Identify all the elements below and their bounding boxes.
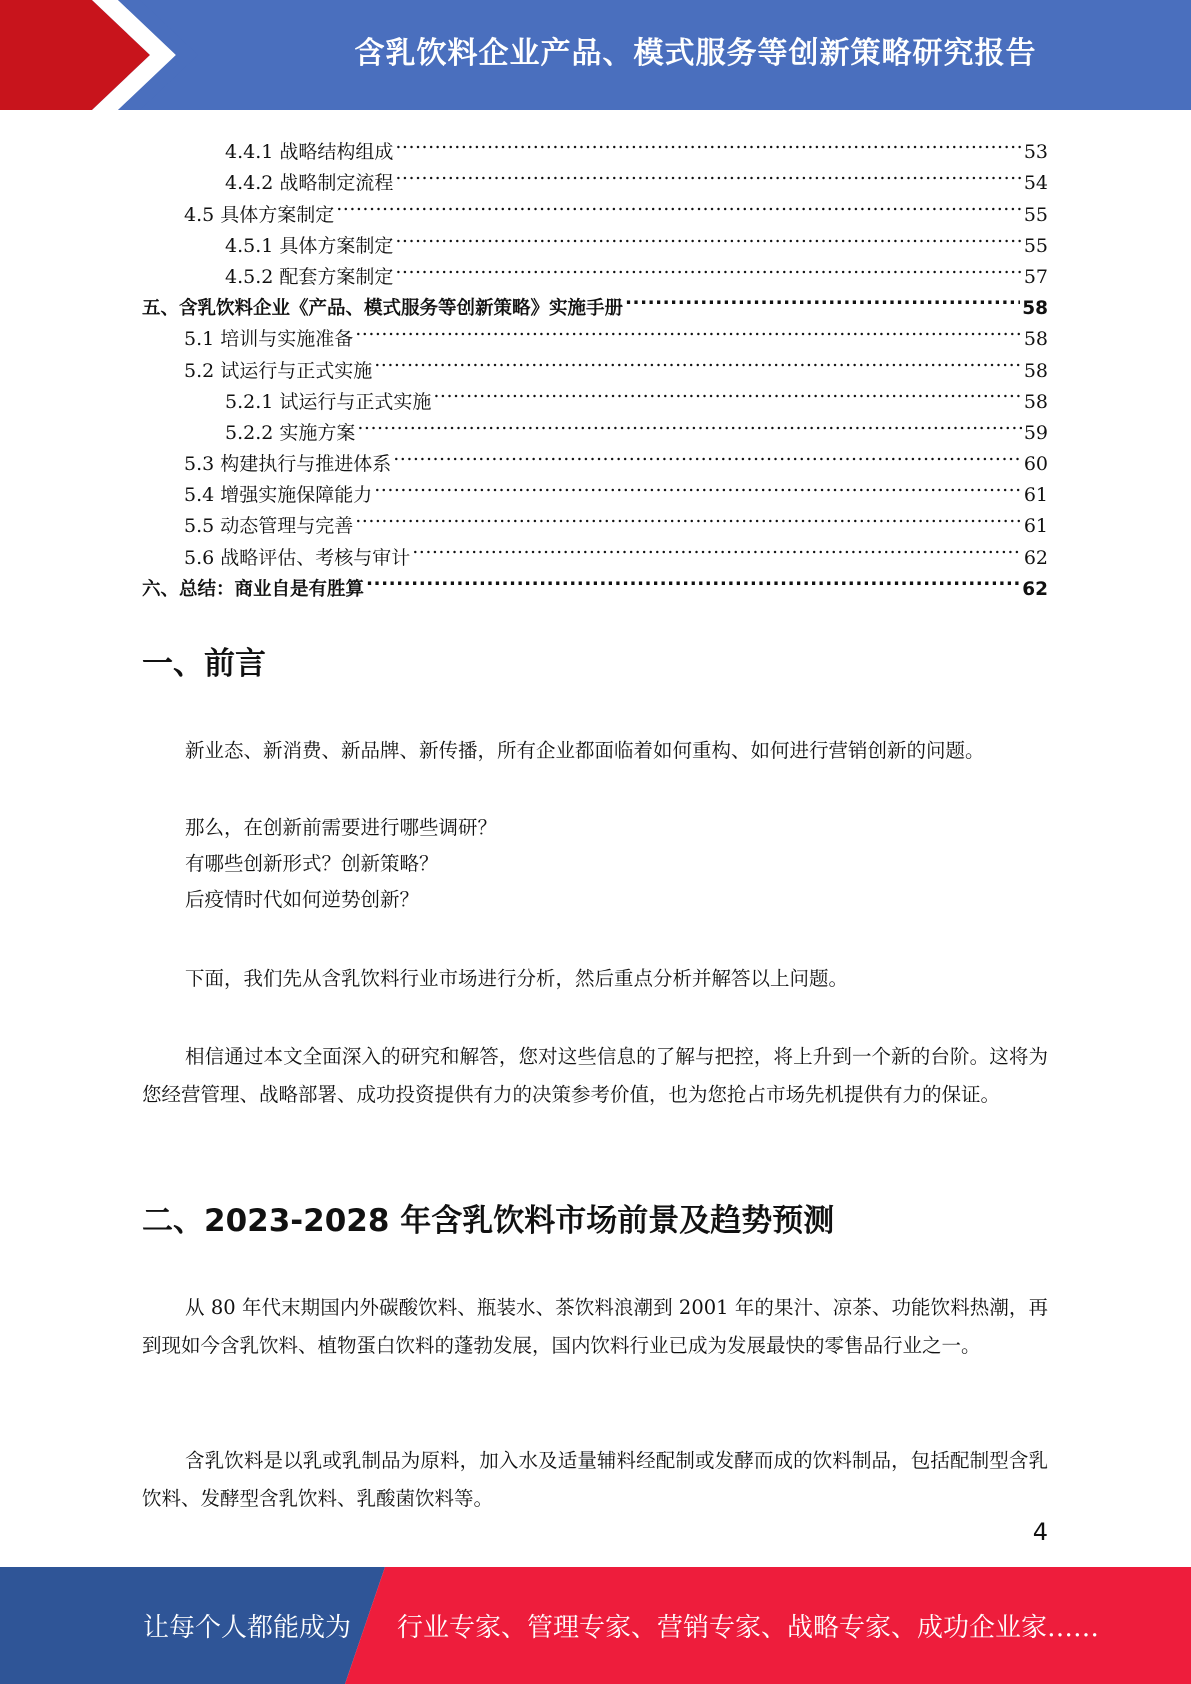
footer-slogan-left: 让每个人都能成为 — [143, 1613, 352, 1643]
toc-entry-title: 4.4.2 战略制定流程 — [225, 172, 394, 195]
toc-entry-page: 58 — [1023, 390, 1048, 413]
toc-entry-title: 4.5.1 具体方案制定 — [225, 234, 394, 257]
toc-entry-title: 5.4 增强实施保障能力 — [184, 484, 373, 507]
footer-slogan-right: 行业专家、管理专家、营销专家、战略专家、成功企业家…… — [397, 1613, 1100, 1643]
question-item: 那么，在创新前需要进行哪些调研？ — [185, 816, 498, 839]
toc-dot-leader — [355, 501, 1022, 532]
toc-dot-leader — [374, 470, 1022, 501]
toc-entry-title: 5.3 构建执行与推进体系 — [184, 453, 392, 476]
paragraph: 相信通过本文全面深入的研究和解答，您对这些信息的了解与把控，将上升到一个新的台阶。这将为您经营管理、战略部署、成功投资提供有力的决策参考价值，也为您抢占市场先机提供有力的保证。 — [142, 1045, 1048, 1106]
toc-dot-leader — [336, 189, 1022, 220]
toc-entry-title: 5.2.1 试运行与正式实施 — [225, 390, 432, 413]
section-heading-forecast: 二、2023-2028 年含乳饮料市场前景及趋势预测 — [142, 1203, 835, 1239]
toc-dot-leader — [357, 408, 1021, 439]
toc-entry-title: 六、总结：商业自是有胜算 — [142, 578, 365, 600]
toc-entry-page: 62 — [1023, 546, 1048, 569]
toc-dot-leader — [374, 345, 1022, 376]
toc-entry-title: 4.4.1 战略结构组成 — [225, 141, 394, 164]
question-item: 后疫情时代如何逆势创新？ — [185, 888, 420, 911]
toc-entry-page: 58 — [1023, 359, 1048, 382]
toc-entry-page: 53 — [1023, 141, 1048, 164]
toc-entry-title: 5.5 动态管理与完善 — [184, 515, 354, 538]
page-number: 4 — [1032, 1518, 1048, 1546]
paragraph: 含乳饮料是以乳或乳制品为原料，加入水及适量辅料经配制或发酵而成的饮料制品，包括配制型含乳饮料、发酵型含乳饮料、乳酸菌饮料等。 — [142, 1449, 1048, 1510]
toc-dot-leader — [395, 252, 1021, 283]
toc-entry-page: 61 — [1023, 484, 1048, 507]
toc-entry-page: 62 — [1022, 578, 1048, 600]
toc-dot-leader — [412, 532, 1022, 563]
toc-entry-title: 5.2 试运行与正式实施 — [184, 359, 373, 382]
toc-entry-page: 55 — [1023, 203, 1048, 226]
paragraph: 下面，我们先从含乳饮料行业市场进行分析，然后重点分析并解答以上问题。 — [185, 967, 849, 990]
toc-entry-page: 58 — [1023, 328, 1048, 351]
toc-dot-leader — [625, 283, 1020, 314]
page-header — [0, 0, 1191, 110]
toc-entry-page: 60 — [1023, 453, 1048, 476]
toc-entry-title: 5.2.2 实施方案 — [225, 421, 356, 444]
report-title: 含乳饮料企业产品、模式服务等创新策略研究报告 — [354, 36, 1037, 71]
toc-dot-leader — [393, 439, 1022, 470]
toc-dot-leader — [395, 127, 1021, 158]
page-footer — [0, 1567, 1191, 1684]
question-item: 有哪些创新形式？创新策略？ — [185, 852, 439, 875]
toc-dot-leader — [355, 314, 1022, 345]
toc-entry-title: 5.6 战略评估、考核与审计 — [184, 546, 411, 569]
toc-dot-leader — [433, 377, 1021, 408]
toc-entry-page: 57 — [1023, 265, 1048, 288]
paragraph: 新业态、新消费、新品牌、新传播，所有企业都面临着如何重构、如何进行营销创新的问题。 — [185, 739, 985, 762]
toc-entry-title: 5.1 培训与实施准备 — [184, 328, 354, 351]
toc-entry-page: 58 — [1022, 298, 1048, 320]
toc-entry-page: 54 — [1023, 172, 1048, 195]
toc-dot-leader — [366, 564, 1020, 595]
toc-entry-page: 61 — [1023, 515, 1048, 538]
question-list — [142, 810, 1048, 918]
table-of-contents — [142, 127, 1048, 600]
section-heading-preface: 一、前言 — [142, 646, 266, 682]
toc-entry-page: 55 — [1023, 234, 1048, 257]
toc-dot-leader — [395, 221, 1021, 252]
toc-entry-page: 59 — [1023, 421, 1048, 444]
paragraph: 从 80 年代末期国内外碳酸饮料、瓶装水、茶饮料浪潮到 2001 年的果汁、凉茶、功能饮料热潮，再到现如今含乳饮料、植物蛋白饮料的蓬勃发展，国内饮料行业已成为发展最快的零售品行业之一。 — [142, 1296, 1048, 1357]
toc-entry-title: 五、含乳饮料企业《产品、模式服务等创新策略》实施手册 — [142, 298, 624, 320]
toc-entry[interactable] — [142, 127, 1048, 164]
toc-dot-leader — [395, 158, 1021, 189]
toc-entry-title: 4.5 具体方案制定 — [184, 203, 335, 226]
toc-entry-title: 4.5.2 配套方案制定 — [225, 265, 394, 288]
